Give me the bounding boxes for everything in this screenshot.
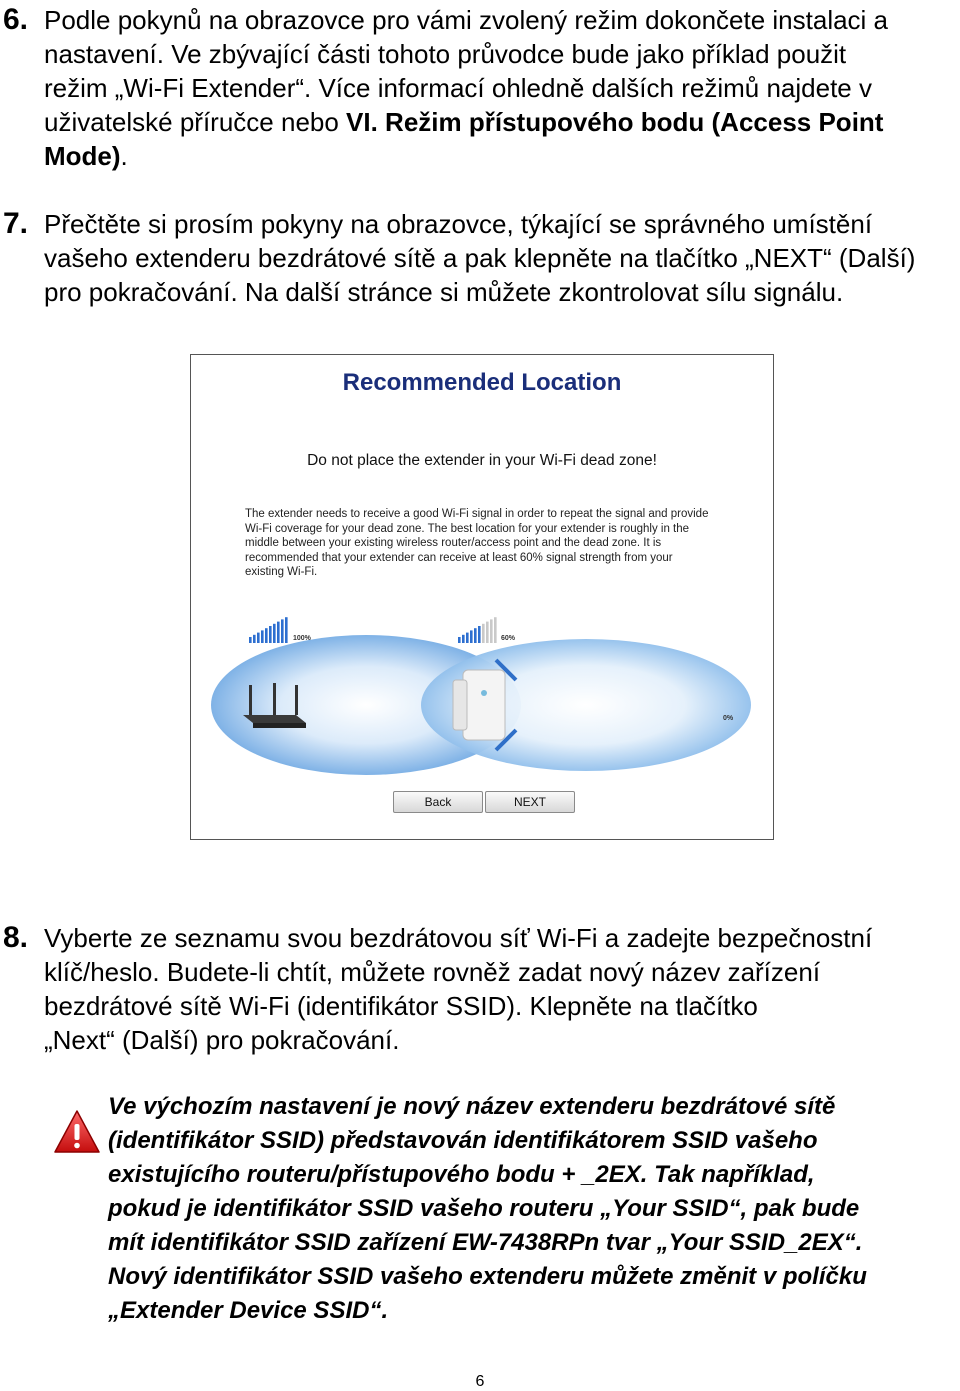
- figure-title: Recommended Location: [342, 369, 622, 396]
- signal-bar: [273, 624, 276, 643]
- figure-paragraph-line: recommended that your extender can receive at least 60% signal strength from your: [245, 551, 673, 564]
- step-text-line: režim „Wi-Fi Extender“. Více informací ohledně dalších režimů najdete v: [44, 73, 872, 103]
- signal-bar: [253, 635, 256, 643]
- step-number: 6.: [3, 3, 29, 36]
- signal-bar: [281, 619, 284, 643]
- step-text-line: nastavení. Ve zbývající části tohoto průvodce bude jako příklad použit: [44, 39, 847, 69]
- signal-bar: [462, 635, 465, 643]
- signal-bar: [470, 630, 473, 643]
- note-line: Nový identifikátor SSID vašeho extenderu můžete změnit v políčku: [108, 1263, 867, 1290]
- signal-bar: [277, 622, 280, 643]
- step-text-line: bezdrátové sítě Wi-Fi (identifikátor SSID). Klepněte na tlačítko: [44, 991, 758, 1021]
- signal-bar: [466, 633, 469, 643]
- signal-bar: [261, 630, 264, 643]
- next-button[interactable]: NEXT: [485, 791, 575, 813]
- signal-bar: [474, 628, 477, 643]
- note-line: mít identifikátor SSID zařízení EW-7438RPn tvar „Your SSID_2EX“.: [108, 1229, 863, 1256]
- step-text-line: Přečtěte si prosím pokyny na obrazovce, týkající se správného umístění: [44, 209, 873, 239]
- step-text-line: „Next“ (Další) pro pokračování.: [44, 1025, 400, 1055]
- step-6: [0, 3, 960, 173]
- step-text-line: klíč/heslo. Budete-li chtít, můžete rovněž zadat nový název zařízení: [44, 957, 821, 987]
- step-text: uživatelské příručce nebo: [44, 107, 347, 137]
- step-text-line: pro pokračování. Na další stránce si můžete zkontrolovat sílu signálu.: [44, 277, 844, 307]
- manual-section-ref: VI. Režim přístupového bodu (Access Point: [346, 107, 884, 137]
- figure-paragraph: [245, 507, 735, 580]
- figure-paragraph-line: middle between your existing wireless router/access point and the dead zone. It is: [245, 537, 662, 550]
- back-button[interactable]: Back: [393, 791, 483, 813]
- note-line: pokud je identifikátor SSID vašeho routeru „Your SSID“, pak bude: [108, 1195, 860, 1222]
- signal-bar: [269, 626, 272, 643]
- step-text-line: Vyberte ze seznamu svou bezdrátovou síť Wi-Fi a zadejte bezpečnostní: [44, 923, 873, 953]
- step-text-line: [0, 105, 960, 139]
- signal-bar: [265, 628, 268, 643]
- figure-paragraph-line: Wi-Fi coverage for your dead zone. The best location for your extender is roughly in the: [245, 522, 690, 535]
- manual-section-ref-end: Mode): [44, 141, 121, 171]
- signal-label-0: 0%: [723, 715, 734, 722]
- step-text-line: vašeho extenderu bezdrátové sítě a pak klepněte na tlačítko „NEXT“ (Další): [44, 243, 916, 273]
- warning-triangle-icon: [53, 1108, 101, 1156]
- extender-device-icon: [453, 670, 505, 740]
- step-8: [0, 921, 960, 1057]
- signal-bar: [486, 622, 489, 643]
- signal-bar: [478, 626, 481, 643]
- signal-bar: [490, 619, 493, 643]
- end-punct: .: [120, 141, 128, 171]
- ssid-note: [108, 1090, 948, 1328]
- step-number: 7.: [3, 207, 29, 240]
- note-line: existujícího routeru/přístupového bodu + _2EX. Tak například,: [108, 1161, 815, 1188]
- recommended-location-screenshot: [190, 354, 774, 840]
- note-line: (identifikátor SSID) představován identifikátorem SSID vašeho: [108, 1127, 818, 1154]
- figure-paragraph-line: existing Wi-Fi.: [245, 566, 318, 579]
- note-line: „Extender Device SSID“.: [108, 1297, 389, 1324]
- step-7: [0, 207, 960, 309]
- signal-bar: [257, 633, 260, 643]
- step-text-line: Podle pokynů na obrazovce pro vámi zvolený režim dokončete instalaci a: [44, 5, 889, 35]
- signal-label-100: 100%: [293, 635, 311, 642]
- signal-strength-indicators: [191, 613, 773, 653]
- note-line: Ve výchozím nastavení je nový název extenderu bezdrátové sítě: [108, 1093, 836, 1120]
- step-number: 8.: [3, 921, 29, 954]
- step-text-line: [0, 139, 960, 173]
- signal-bar: [458, 637, 461, 643]
- page-number: 6: [475, 1373, 485, 1390]
- signal-bar: [249, 637, 252, 643]
- signal-label-60: 60%: [501, 635, 516, 642]
- signal-bar: [285, 617, 288, 643]
- figure-warning-text: Do not place the extender in your Wi-Fi dead zone!: [307, 452, 657, 469]
- signal-bar: [482, 624, 485, 643]
- figure-paragraph-line: The extender needs to receive a good Wi-Fi signal in order to repeat the signal and provide: [245, 508, 709, 520]
- signal-bar: [494, 617, 497, 643]
